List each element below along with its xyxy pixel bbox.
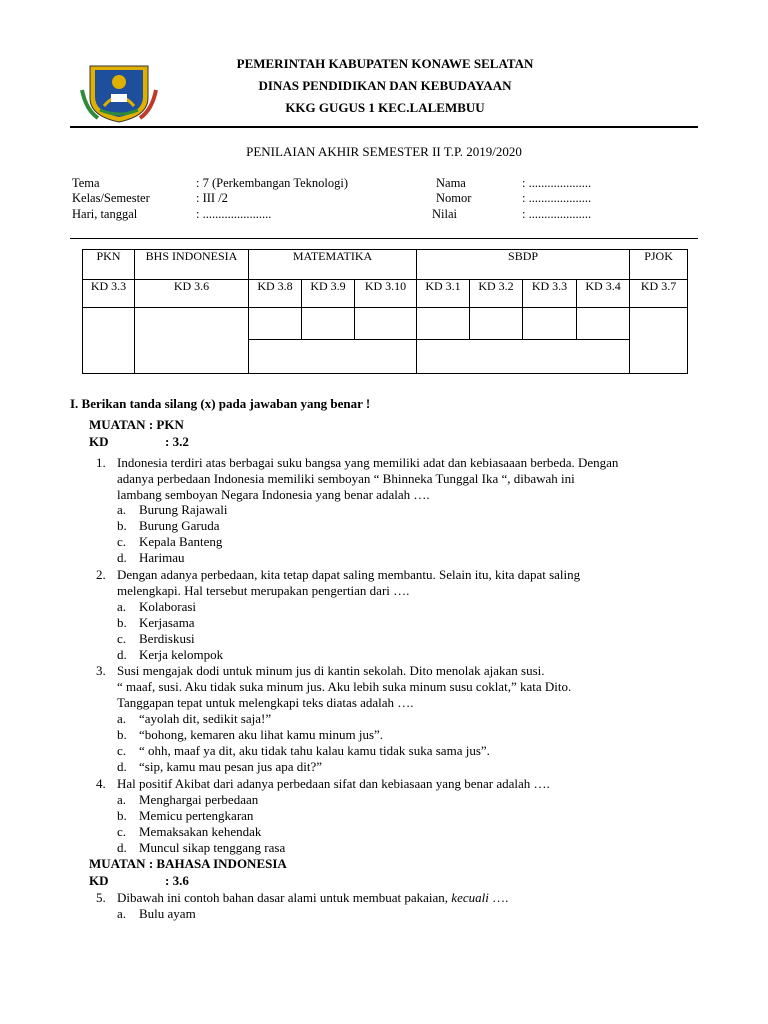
question-1-line-1: Indonesia terdiri atas berbagai suku bangsa yang memiliki adat dan kebiasaaan berbeda. Dengan <box>117 455 619 470</box>
question-1-number: 1. <box>96 455 106 470</box>
option-letter[interactable]: c. <box>117 534 127 549</box>
question-3-line-1: Susi mengajak dodi untuk minum jus di kantin sekolah. Dito menolak ajakan susi. <box>117 663 545 678</box>
kd-bhs-value: : 3.6 <box>165 873 189 888</box>
score-cell-mtk-3[interactable] <box>355 308 417 340</box>
question-3-option-d[interactable]: “sip, kamu mau pesan jus apa dit?” <box>139 759 323 774</box>
tema-label: Tema <box>72 176 100 190</box>
question-5-option-a[interactable]: Bulu ayam <box>139 906 196 921</box>
question-5-number: 5. <box>96 890 106 905</box>
question-1-option-a[interactable]: Burung Rajawali <box>139 502 228 517</box>
option-letter[interactable]: d. <box>117 550 127 565</box>
question-1-line-3: lambang semboyan Negara Indonesia yang benar adalah …. <box>117 487 430 502</box>
kd-sbdp-4: KD 3.4 <box>577 280 630 308</box>
kd-pjok: KD 3.7 <box>630 280 688 308</box>
option-letter[interactable]: d. <box>117 759 127 774</box>
kd-bhs: KD 3.6 <box>135 280 249 308</box>
nilai-label: Nilai <box>432 207 457 221</box>
option-letter[interactable]: a. <box>117 599 127 614</box>
question-3-line-2: “ maaf, susi. Aku tidak suka minum jus. Aku lebih suka minum susu coklat,” kata Dito. <box>117 679 572 694</box>
question-4-option-c[interactable]: Memaksakan kehendak <box>139 824 262 839</box>
question-4-line-1: Hal positif Akibat dari adanya perbedaan sifat dan kebiasaan yang benar adalah …. <box>117 776 550 791</box>
tema-value: : 7 (Perkembangan Teknologi) <box>196 176 348 190</box>
option-letter[interactable]: a. <box>117 792 127 807</box>
muatan-pkn: MUATAN : PKN <box>89 417 184 432</box>
header-pjok: PJOK <box>630 250 688 280</box>
score-total-sbdp[interactable] <box>417 340 630 374</box>
question-5-kecuali: kecuali <box>451 890 489 905</box>
question-1-option-b[interactable]: Burung Garuda <box>139 518 220 533</box>
option-letter[interactable]: b. <box>117 615 127 630</box>
question-5-text: Dibawah ini contoh bahan dasar alami untuk membuat pakaian, <box>117 890 449 905</box>
question-3-number: 3. <box>96 663 106 678</box>
nama-field[interactable]: : .................... <box>522 176 592 190</box>
nilai-field[interactable]: : .................... <box>522 207 592 221</box>
nama-label: Nama <box>436 176 466 190</box>
question-2-line-2: melengkapi. Hal tersebut merupakan pengertian dari …. <box>117 583 410 598</box>
score-cell-pkn[interactable] <box>83 308 135 374</box>
hari-label: Hari, tanggal <box>72 207 138 221</box>
header-sbdp: SBDP <box>417 250 630 280</box>
kd-sbdp-2: KD 3.2 <box>470 280 523 308</box>
score-cell-sbdp-2[interactable] <box>470 308 523 340</box>
muatan-bahasa-indonesia: MUATAN : BAHASA INDONESIA <box>89 856 287 871</box>
header-bhs-indonesia: BHS INDONESIA <box>135 250 249 280</box>
kd-bhs-label: KD <box>89 873 109 888</box>
regency-emblem <box>80 60 158 124</box>
kd-sbdp-1: KD 3.1 <box>417 280 470 308</box>
option-letter[interactable]: d. <box>117 647 127 662</box>
question-1-option-d[interactable]: Harimau <box>139 550 185 565</box>
question-2-option-c[interactable]: Berdiskusi <box>139 631 195 646</box>
score-cell-sbdp-3[interactable] <box>523 308 577 340</box>
kd-mtk-3: KD 3.10 <box>355 280 417 308</box>
option-letter[interactable]: c. <box>117 743 127 758</box>
question-4-option-b[interactable]: Memicu pertengkaran <box>139 808 254 823</box>
option-letter[interactable]: b. <box>117 727 127 742</box>
question-2-option-b[interactable]: Kerjasama <box>139 615 195 630</box>
score-cell-bhs[interactable] <box>135 308 249 374</box>
nomor-label: Nomor <box>436 191 472 205</box>
option-letter[interactable]: c. <box>117 631 127 646</box>
question-1-option-c[interactable]: Kepala Banteng <box>139 534 223 549</box>
kd-mtk-2: KD 3.9 <box>302 280 355 308</box>
question-3-option-b[interactable]: “bohong, kemaren aku lihat kamu minum jus”. <box>139 727 384 742</box>
kd-pkn: KD 3.3 <box>83 280 135 308</box>
section-instruction: I. Berikan tanda silang (x) pada jawaban yang benar ! <box>70 396 371 411</box>
header-matematika: MATEMATIKA <box>249 250 417 280</box>
score-cell-sbdp-4[interactable] <box>577 308 630 340</box>
kd-pkn-value: : 3.2 <box>165 434 189 449</box>
kd-sbdp-3: KD 3.3 <box>523 280 577 308</box>
question-5-ellipsis: …. <box>488 890 509 905</box>
option-letter[interactable]: a. <box>117 502 127 517</box>
question-1-line-2: adanya perbedaan Indonesia memiliki semboyan “ Bhinneka Tunggal Ika “, dibawah ini <box>117 471 575 486</box>
option-letter[interactable]: b. <box>117 808 127 823</box>
question-5-line-1 <box>117 890 508 906</box>
question-3-option-c[interactable]: “ ohh, maaf ya dit, aku tidak tahu kalau kamu tidak suka sama jus”. <box>139 743 490 758</box>
score-total-mtk[interactable] <box>249 340 417 374</box>
header-government: PEMERINTAH KABUPATEN KONAWE SELATAN <box>236 56 534 71</box>
hari-value[interactable]: : ...................... <box>196 207 272 221</box>
score-table <box>82 249 688 374</box>
option-letter[interactable]: d. <box>117 840 127 855</box>
question-2-option-a[interactable]: Kolaborasi <box>139 599 197 614</box>
score-cell-pjok[interactable] <box>630 308 688 374</box>
score-cell-sbdp-1[interactable] <box>417 308 470 340</box>
header-cluster: KKG GUGUS 1 KEC.LALEMBUU <box>285 100 485 115</box>
score-cell-mtk-2[interactable] <box>302 308 355 340</box>
info-divider <box>70 238 698 239</box>
option-letter[interactable]: b. <box>117 518 127 533</box>
nomor-field[interactable]: : .................... <box>522 191 592 205</box>
header-pkn: PKN <box>83 250 135 280</box>
question-4-option-d[interactable]: Muncul sikap tenggang rasa <box>139 840 286 855</box>
option-letter[interactable]: a. <box>117 711 127 726</box>
question-2-option-d[interactable]: Kerja kelompok <box>139 647 224 662</box>
question-4-number: 4. <box>96 776 106 791</box>
kelas-value: : III /2 <box>196 191 228 205</box>
question-3-option-a[interactable]: “ayolah dit, sedikit saja!” <box>139 711 272 726</box>
kd-mtk-1: KD 3.8 <box>249 280 302 308</box>
question-2-line-1: Dengan adanya perbedaan, kita tetap dapat saling membantu. Selain itu, kita dapat saling <box>117 567 581 582</box>
header-divider <box>70 126 698 128</box>
kd-pkn-label: KD <box>89 434 109 449</box>
kelas-label: Kelas/Semester <box>72 191 150 205</box>
header-department: DINAS PENDIDIKAN DAN KEBUDAYAAN <box>258 78 512 93</box>
score-cell-mtk-1[interactable] <box>249 308 302 340</box>
question-4-option-a[interactable]: Menghargai perbedaan <box>139 792 259 807</box>
exam-title: PENILAIAN AKHIR SEMESTER II T.P. 2019/2020 <box>246 144 522 159</box>
question-2-number: 2. <box>96 567 106 582</box>
question-3-line-3: Tanggapan tepat untuk melengkapi teks diatas adalah …. <box>117 695 414 710</box>
option-letter[interactable]: c. <box>117 824 127 839</box>
option-letter[interactable]: a. <box>117 906 127 921</box>
